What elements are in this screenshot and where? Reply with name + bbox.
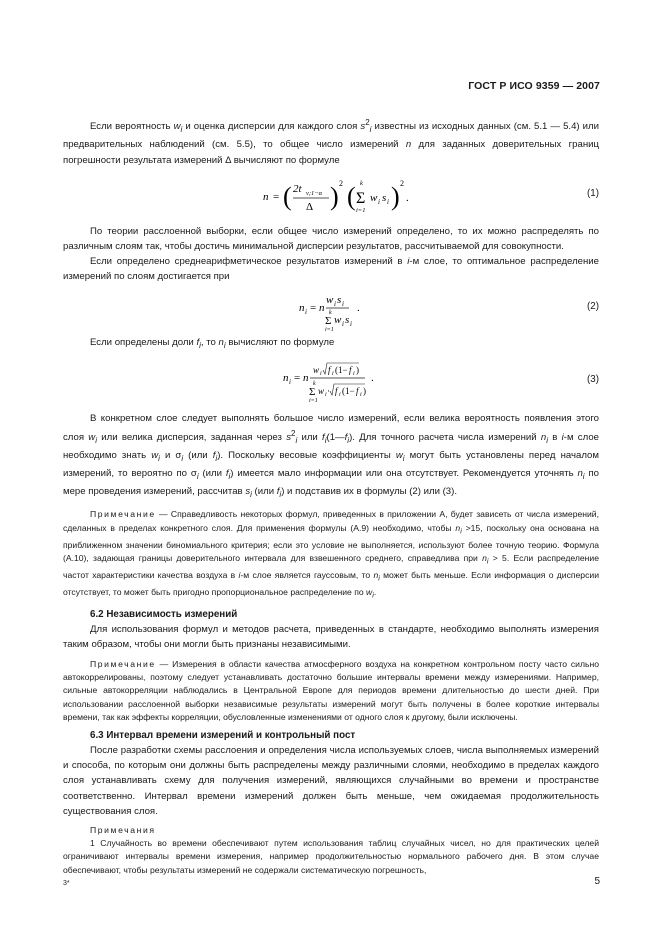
page-number: 5 [594, 876, 600, 887]
svg-text:i=1: i=1 [356, 206, 366, 214]
svg-text:i: i [332, 370, 334, 377]
svg-text:2: 2 [339, 178, 343, 188]
svg-text:.: . [406, 191, 409, 204]
svg-text:2: 2 [400, 178, 404, 188]
note-2-text: — Измерения в области качества атмосферного воздуха на конкретном контрольном посту часто сильно автокоррелированы, поэтому следует устанавливать достаточно большие интервалы времени между измерениями. Например, сильные автокорреляции наблюдались в Центральной Европе для периодов времени длительностью до шести дней. При использовании расслоенной выборки независимые результаты измерений могут быть получены в более короткие интервалы времени, так как эффекты корреляции, обусловленные изменениями от одного слоя к другому, были исключены. [63, 658, 599, 722]
svg-text:i: i [339, 391, 341, 398]
footer-sheet-mark: 3* [63, 880, 70, 887]
svg-text:(1−: (1− [335, 364, 348, 375]
svg-text:i: i [353, 370, 355, 377]
svg-text:(1−: (1− [342, 385, 355, 396]
section-6-3-text: После разработки схемы расслоения и определения числа используемых слоев, числа выполняемых измерений и способа, по которым они должны быть распределены между различными слоями, необходимо в пределах каждого слоя устанавливать схему для получения измерений, являющихся случайными во времени и пространстве соответственно. Интервал времени измерений должен быть меньше, чем ожидаемая продолжительность существования слоя. [63, 744, 599, 817]
note-2 [63, 658, 599, 724]
svg-text:.: . [371, 371, 374, 384]
svg-text:n: n [299, 301, 305, 314]
formula-3-graphic [283, 359, 423, 409]
svg-text:w: w [313, 364, 320, 375]
paragraph-probability: Если вероятность $w_i$ и оценка дисперсии для каждого слоя $s^2_i$ известны из исходных данных (см. 5.1 — 5.4) или предварительных наблюдений (см. 5.5), то общее число измерений n для заданных доверительных границ погрешности результата измерений Δ вычисляют по формуле [63, 118, 599, 166]
svg-text:i: i [387, 197, 389, 206]
svg-text:i=1: i=1 [325, 326, 334, 333]
formula-1 [63, 168, 599, 220]
svg-text:k: k [329, 309, 332, 316]
note-3: 1 Случайность во времени обеспечивают путем использования таблиц случайных чисел, но для практических целей ограничивают интервалы времени измерения, например продолжительностью нормального рабочего дня. В этом случае обеспечивают, чтобы результаты измерений не содержали систематическую погрешность, [63, 838, 599, 875]
svg-text:f: f [349, 364, 352, 375]
svg-text:n: n [303, 371, 309, 384]
notes-heading [63, 824, 599, 837]
notes-label: Примечания [90, 824, 156, 835]
svg-text:w: w [334, 313, 342, 326]
svg-text:n: n [263, 190, 269, 203]
document-body [63, 111, 599, 877]
svg-text:s: s [382, 191, 387, 204]
svg-text:i: i [342, 299, 344, 308]
svg-text:(: ( [283, 181, 292, 211]
svg-text:Σ: Σ [309, 385, 316, 398]
svg-text:k: k [313, 380, 316, 387]
note-2-label: Примечание [90, 658, 156, 669]
section-6-3-title: 6.3 Интервал времени измерений и контрольный пост [90, 729, 356, 741]
svg-text:i: i [334, 299, 336, 308]
formula-1-number: (1) [587, 187, 599, 199]
svg-text:f: f [356, 385, 359, 396]
section-6-2-text: Для использования формул и методов расчета, приведенных в стандарте, необходимо выполнять измерения таким образом, чтобы они могли быть признаны независимыми. [63, 623, 599, 650]
formula-1-graphic [263, 172, 463, 222]
svg-text:n: n [319, 301, 325, 314]
svg-text:Σ: Σ [325, 314, 332, 327]
formula-2-number: (2) [587, 300, 599, 312]
svg-text:.: . [357, 301, 360, 314]
svg-text:n: n [283, 371, 289, 384]
svg-text:Δ: Δ [306, 200, 314, 213]
svg-text:s: s [337, 293, 342, 306]
svg-text:w: w [318, 385, 325, 396]
svg-text:f: f [335, 385, 338, 396]
svg-text:w: w [326, 293, 334, 306]
svg-text:i: i [289, 377, 291, 386]
svg-text:i=1: i=1 [309, 397, 318, 404]
paragraph-fractions: Если определены доли $f_i$, то $n_i$ вычисляют по формуле [90, 336, 335, 350]
svg-text:i: i [342, 319, 344, 328]
svg-text:i: i [305, 307, 307, 316]
svg-text:s: s [345, 313, 350, 326]
svg-text:i: i [378, 197, 380, 206]
section-6-2-title: 6.2 Независимость измерений [90, 608, 238, 620]
svg-text:k: k [360, 179, 363, 187]
svg-text:): ) [356, 364, 359, 375]
svg-text:f: f [328, 364, 331, 375]
formula-2 [63, 285, 599, 333]
paragraph-large-number: В конкретном слое следует выполнять большое число измерений, если велика вероятность появления этого слоя $w_i$ или велика дисперсия, заданная через $s^2_i$ или $f_i(1—f_i)$. Для точного расчета числа измерений $n_i$ в i-м слое необходимо знать $w_i$ и $\sigma_i$ (или $f_i$). Поскольку весовые коэффициенты $w_i$ могут быть установлены перед началом измерений, то вероятно по $\sigma_i$ (или $f_i$) имеется мало информации или она отсутствует. Рекомендуется уточнять $n_i$ по мере проведения измерений, рассчитав $s_i$ (или $f_i$) и подставив их в формулы (2) или (3). [63, 412, 599, 500]
svg-text:w: w [370, 191, 378, 204]
formula-3 [63, 353, 599, 405]
svg-text:): ) [391, 181, 400, 211]
svg-text:=: = [294, 371, 301, 384]
svg-text:ν;1−α: ν;1−α [306, 189, 323, 197]
paragraph-stratified-theory: По теории расслоенной выборки, если общее число измерений определено, то их можно распределять по различным слоям так, чтобы достичь минимальной дисперсии результатов, рассчитываемой для совокупности. [63, 225, 599, 252]
svg-text:(: ( [347, 181, 356, 211]
svg-text:=: = [273, 190, 280, 203]
svg-text:): ) [363, 385, 366, 396]
svg-text:): ) [330, 181, 339, 211]
svg-text:i: i [320, 370, 322, 377]
svg-text:2t: 2t [293, 182, 302, 195]
formula-2-graphic [299, 289, 419, 333]
svg-text:Σ: Σ [356, 189, 366, 207]
svg-text:i: i [325, 391, 327, 398]
svg-text:i: i [360, 391, 362, 398]
svg-text:=: = [310, 301, 317, 314]
svg-text:i: i [350, 319, 352, 328]
svg-text:·: · [327, 385, 330, 396]
note-1-label: Примечание [90, 509, 156, 520]
note-1: Примечание — Справедливость некоторых формул, приведенных в приложении А, будет зависеть от числа измерений, сделанных в пределах конкретного слоя. Для применения формулы (А.9) необходимо, чтобы $n_i >15$, поскольку она основана на приближенном значении биномиального критерия; если это условие не выполняется, используют более точную теорию. Формула (А.10), задающая границы доверительного интервала для взвешенного среднего, справедлива при $n_i > 5$. Если распределение частот характеристики качества воздуха в i-м слое является гауссовым, то $n_i$ может быть меньше. Если информация о дисперсии отсутствует, то может быть пригодно пропорциональное распределение по $w_i$. [63, 509, 600, 600]
paragraph-optimal-allocation: Если определено среднеарифметическое результатов измерений в i-м слое, то оптимальное распределение измерений по слоям достигается при [63, 256, 599, 283]
formula-3-number: (3) [587, 373, 599, 385]
standard-header: ГОСТ Р ИСО 9359 — 2007 [468, 80, 600, 92]
